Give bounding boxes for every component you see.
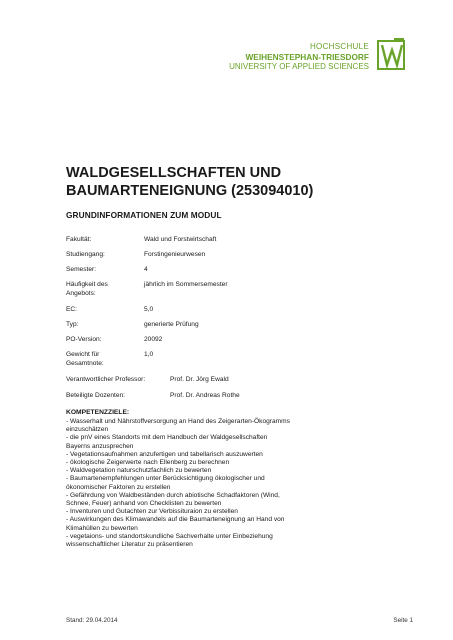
- section-heading: GRUNDINFORMATIONEN ZUM MODUL: [66, 210, 222, 220]
- footer-date: Stand: 29.04.2014: [66, 617, 118, 624]
- staff-label: Verantwortlicher Professor:: [66, 376, 146, 383]
- hswt-logo-icon: [377, 38, 407, 72]
- list-item: - Wasserhalt und Nährstoffversorgung an Hand des Zeigerarten-Ökogramms: [66, 418, 290, 425]
- info-label: Fakultät:: [66, 236, 92, 243]
- info-value: Forstingenieurwesen: [144, 251, 206, 258]
- info-value: jährlich im Sommersemester: [144, 281, 228, 288]
- staff-value: Prof. Dr. Andreas Rothe: [170, 392, 240, 399]
- staff-value: Prof. Dr. Jörg Ewald: [170, 376, 229, 383]
- kompetenzziele-heading: KOMPETENZZIELE:: [66, 409, 130, 416]
- kompetenzziele-list: [66, 418, 396, 549]
- info-label: Semester:: [66, 266, 97, 273]
- info-label: PO-Version:: [66, 336, 102, 343]
- info-label: Gewicht für Gesamtnote:: [66, 351, 104, 367]
- info-label: EC:: [66, 306, 77, 313]
- list-item: Klimahüllen zu bewerten: [66, 524, 138, 532]
- module-title: WALDGESELLSCHAFTEN UND BAUMARTENEIGNUNG (253094010): [66, 165, 314, 199]
- institution-name: [229, 42, 369, 72]
- info-label: Häufigkeit des Angebots:: [66, 281, 108, 297]
- list-item: wissenschaftlicher Literatur zu präsentieren: [66, 541, 193, 549]
- list-item: Bayerns anzusprechen: [66, 442, 134, 450]
- institution-line-2: WEIHENSTEPHAN-TRIESDORF: [245, 52, 369, 62]
- list-item: - Gefährdung von Waldbeständen durch abiotische Schadfaktoren (Wind,: [66, 491, 280, 499]
- list-item: einzuschätzen: [66, 426, 109, 434]
- list-item: ökonomischer Faktoren zu erstellen: [66, 483, 171, 491]
- list-item: - ökologische Zeigerwerte nach Ellenberg zu berechnen: [66, 459, 230, 467]
- list-item: - Inventuren und Gutachten zur Verbissituraion zu erstellen: [66, 508, 238, 516]
- institution-logo: [229, 38, 407, 72]
- list-item: - vegetaions- und standortskundliche Sachverhalte unter Einbeziehung: [66, 532, 273, 540]
- info-value: Wald und Forstwirtschaft: [144, 236, 217, 243]
- info-label: Studiengang:: [66, 251, 105, 258]
- footer-page-number: Seite 1: [393, 617, 413, 624]
- institution-line-3: UNIVERSITY OF APPLIED SCIENCES: [229, 62, 369, 71]
- info-value: 1,0: [144, 351, 154, 358]
- list-item: - Waldvegetation naturschutzfachlich zu bewerten: [66, 467, 212, 475]
- info-value: 5,0: [144, 306, 154, 313]
- list-item: Schnee, Feuer) anhand von Checklisten zu bewerten: [66, 500, 222, 508]
- info-value: generierte Prüfung: [144, 321, 199, 328]
- list-item: - Auswirkungen des Klimawandels auf die Baumarteneignung an Hand von: [66, 516, 285, 524]
- list-item: - Vegetationsaufnahmen anzufertigen und tabellarisch auszuwerten: [66, 450, 263, 458]
- info-value: 4: [144, 266, 148, 273]
- info-label: Typ:: [66, 321, 79, 328]
- institution-line-1: HOCHSCHULE: [309, 42, 369, 51]
- staff-label: Beteiligte Dozenten:: [66, 392, 126, 399]
- info-value: 20092: [144, 336, 163, 343]
- list-item: - die pnV eines Standorts mit dem Handbuch der Waldgesellschaften: [66, 434, 268, 442]
- list-item: - Baumartenempfehlungen unter Berücksichtigung ökologischer und: [66, 475, 265, 483]
